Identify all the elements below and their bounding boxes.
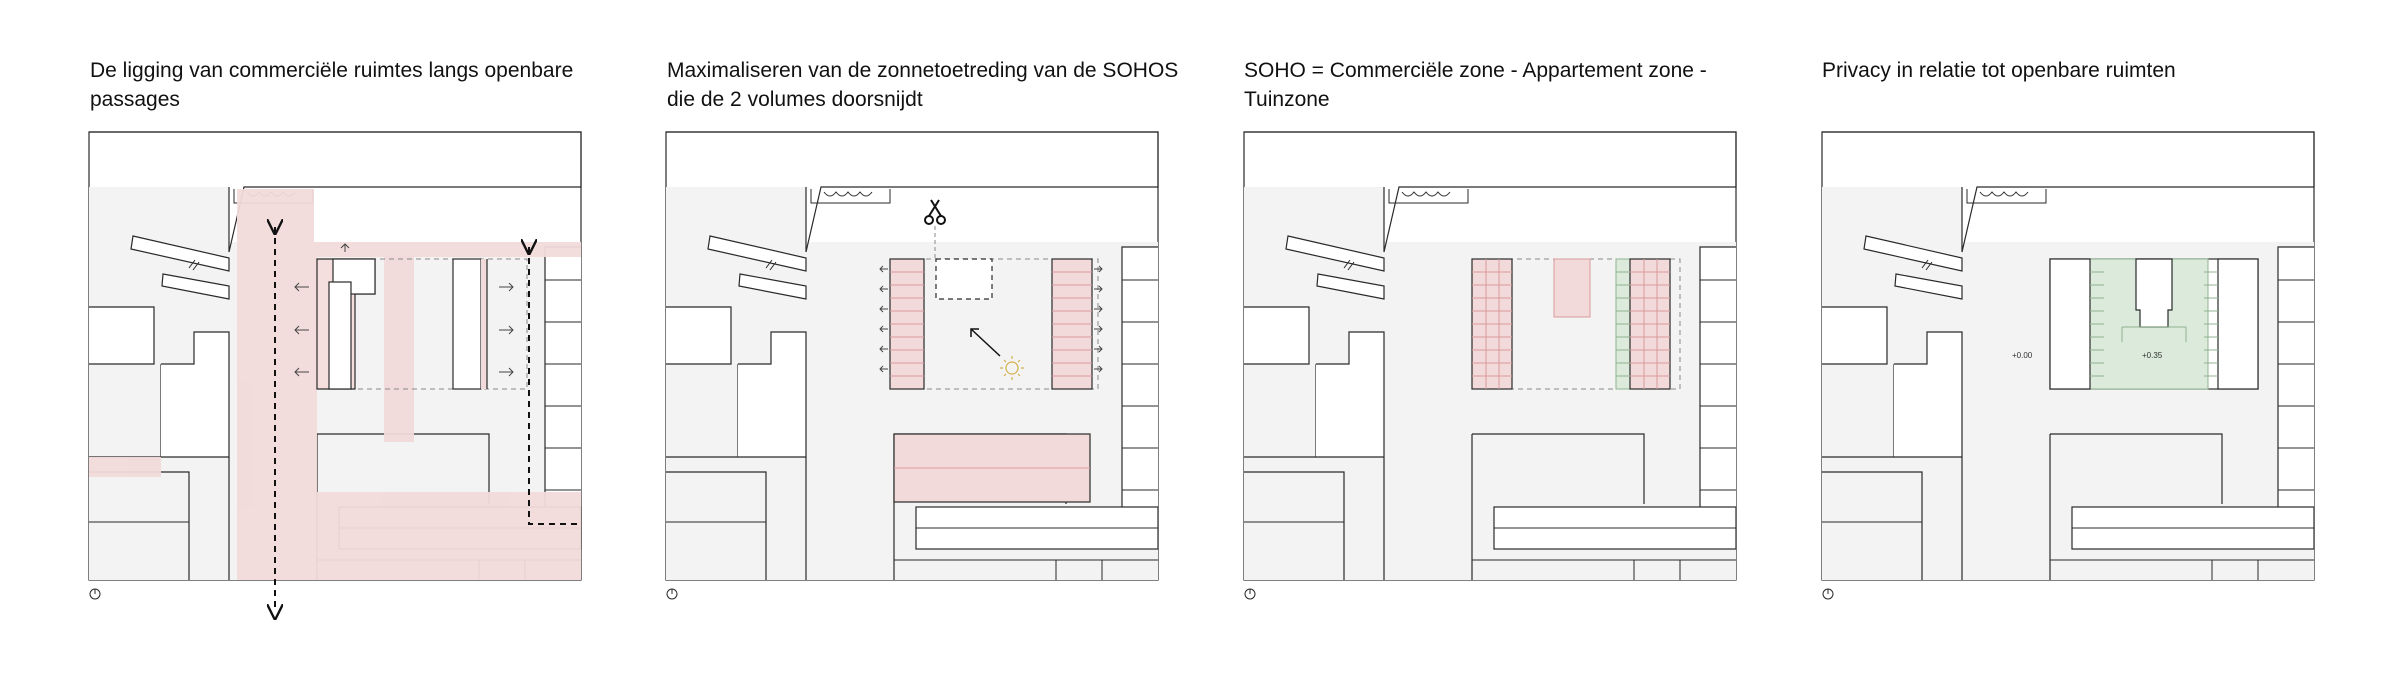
privacy-garden bbox=[2050, 259, 2258, 389]
panel-1-plan bbox=[89, 132, 581, 622]
panel-1-title: De ligging van commerciële ruimtes langs openbare passages bbox=[90, 59, 574, 111]
panel-4-title: Privacy in relatie tot openbare ruimten bbox=[1822, 59, 2176, 82]
panel-3-title: SOHO = Commerciële zone - Appartement zone - Tuinzone bbox=[1244, 59, 1707, 111]
panel-3-plan bbox=[1244, 132, 1736, 622]
panel-4-plan bbox=[1822, 132, 2314, 622]
level-left: +0.00 bbox=[2012, 351, 2033, 360]
panel-2-title: Maximaliseren van de zonnetoetreding van de SOHOS die de 2 volumes doorsnijdt bbox=[667, 59, 1179, 111]
level-right: +0.35 bbox=[2142, 351, 2163, 360]
panel-2-plan bbox=[666, 132, 1158, 622]
